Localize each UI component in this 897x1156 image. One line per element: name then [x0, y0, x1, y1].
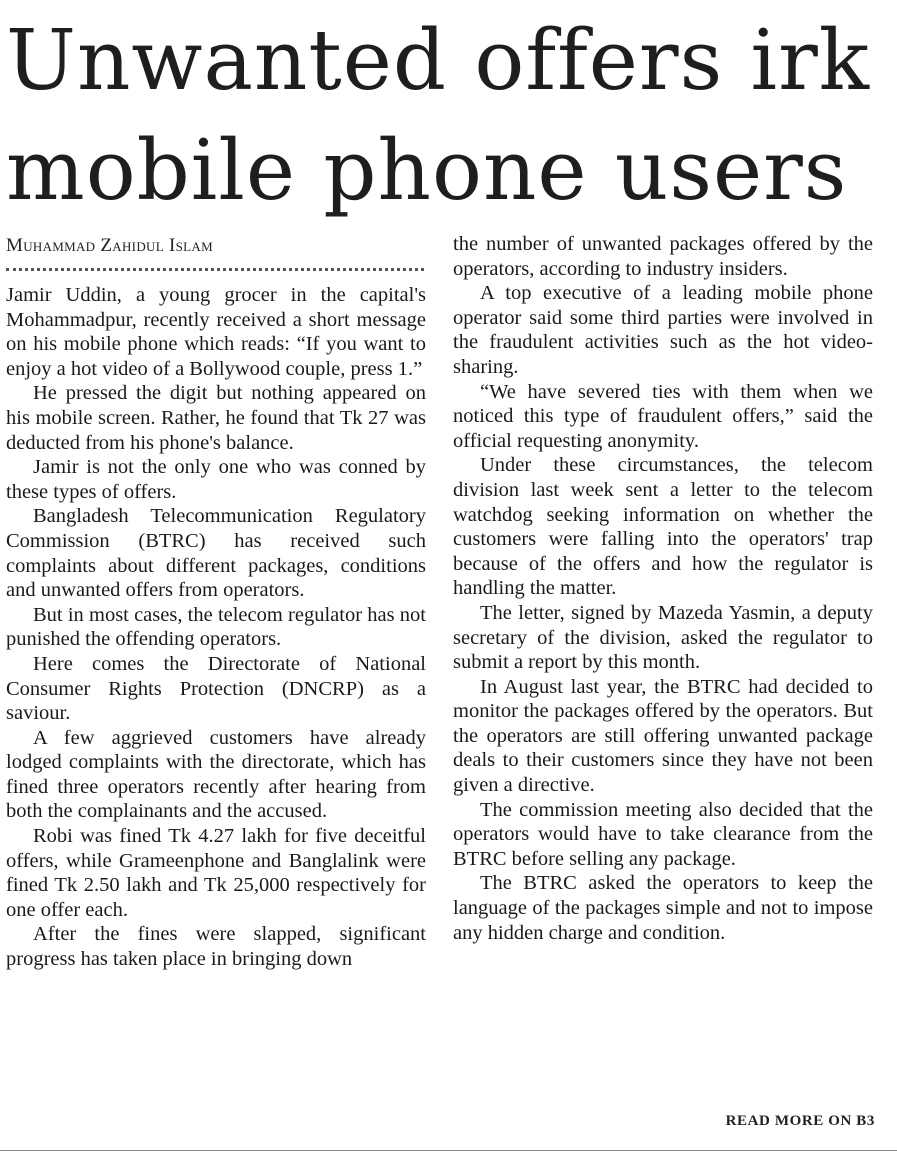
article-column-left: [6, 283, 426, 972]
paragraph: After the fines were slapped, significant progress has taken place in bringing down: [6, 923, 426, 971]
bottom-rule: [0, 1150, 897, 1151]
paragraph: A few aggrieved customers have already lodged complaints with the directorate, which has fined three operators recently after hearing from both the complainants and the accused.: [6, 726, 426, 823]
headline: Unwanted offers irk mobile phone users: [6, 12, 871, 219]
read-more-link[interactable]: READ MORE ON B3: [725, 1113, 875, 1129]
paragraph: “We have severed ties with them when we noticed this type of fraudulent offers,” said the official requesting anonymity.: [453, 380, 873, 452]
paragraph: The letter, signed by Mazeda Yasmin, a deputy secretary of the division, asked the regulator to submit a report by this month.: [453, 601, 873, 674]
paragraph: Jamir is not the only one who was conned by these types of offers.: [6, 456, 426, 503]
paragraph: Bangladesh Telecommunication Regulatory Commission (BTRC) has received such complaints about different packages, conditions and unwanted offers from operators.: [6, 505, 426, 602]
paragraph: But in most cases, the telecom regulator has not punished the offending operators.: [6, 603, 426, 651]
byline: Muhammad Zahidul Islam: [6, 235, 213, 256]
paragraph: He pressed the digit but nothing appeared on his mobile screen. Rather, he found that Tk 27 was deducted from his phone's balance.: [6, 382, 426, 454]
paragraph: the number of unwanted packages offered by the operators, according to industry insiders.: [453, 233, 873, 280]
paragraph: A top executive of a leading mobile phone operator said some third parties were involved in the fraudulent activities such as the hot video-sharing.: [453, 282, 873, 378]
article-column-right: [453, 232, 873, 945]
byline-divider: [6, 268, 424, 271]
paragraph: Here comes the Directorate of National Consumer Rights Protection (DNCRP) as a saviour.: [6, 652, 426, 725]
paragraph: Robi was fined Tk 4.27 lakh for five deceitful offers, while Grameenphone and Banglalink were fined Tk 2.50 lakh and Tk 25,000 respectively for one offer each.: [6, 825, 426, 921]
paragraph: Under these circumstances, the telecom division last week sent a letter to the telecom watchdog seeking information on whether the customers were falling into the operators' trap because of the offers and how the regulator is handling the matter.: [453, 454, 873, 600]
paragraph: The commission meeting also decided that the operators would have to take clearance from the BTRC before selling any package.: [453, 798, 873, 870]
paragraph: In August last year, the BTRC had decided to monitor the packages offered by the operators. But the operators are still offering unwanted package deals to their customers since they have not been given a directive.: [453, 675, 873, 797]
paragraph: Jamir Uddin, a young grocer in the capital's Mohammadpur, recently received a short message on his mobile phone which reads: “If you want to enjoy a hot video of a Bollywood couple, press 1.”: [6, 284, 426, 380]
paragraph: The BTRC asked the operators to keep the language of the packages simple and not to impose any hidden charge and condition.: [453, 872, 873, 944]
